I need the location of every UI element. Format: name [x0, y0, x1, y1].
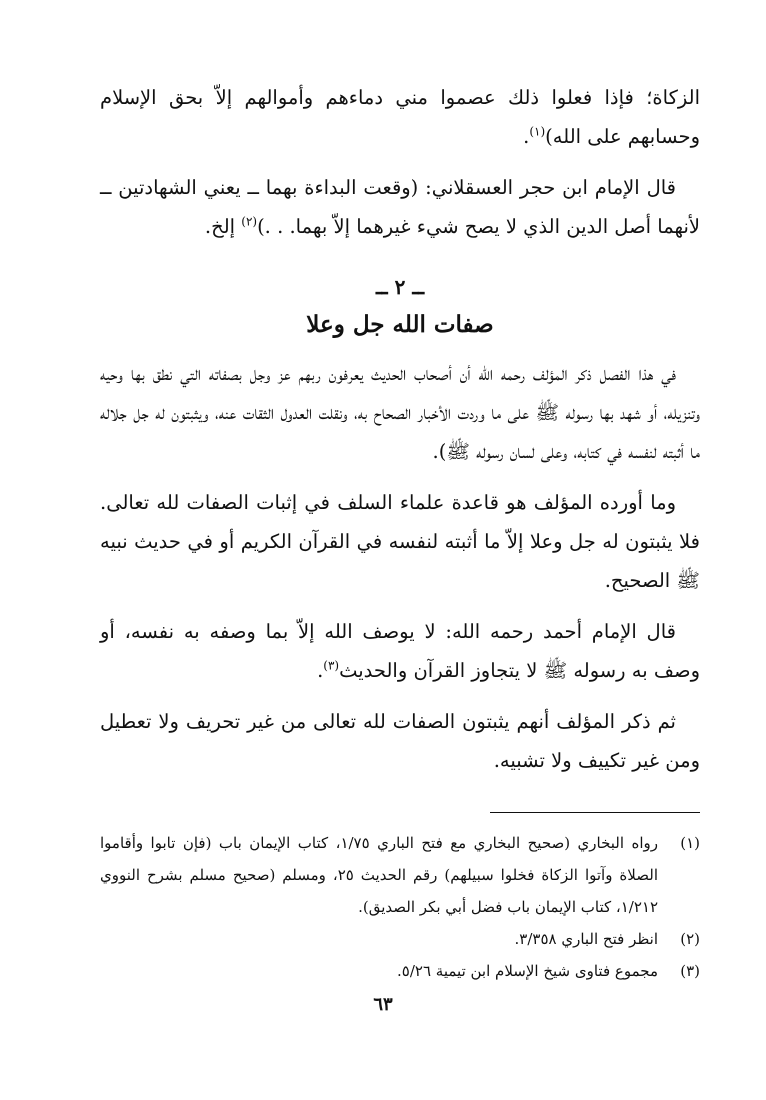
paragraph-2-text: قال الإمام ابن حجر العسقلاني: (وقعت البداءة بهما ــ يعني الشهادتين ــ لأنهما أصل الدين الذي لا يصح شيء غيرهما إلاّ بهما. . .) [100, 176, 700, 238]
footnote-number: (٢) [680, 930, 700, 948]
paragraph-6: ثم ذكر المؤلف أنهم يثبتون الصفات لله تعالى من غير تحريف ولا تعطيل ومن غير تكييف ولا تشبيه. [100, 710, 700, 772]
paragraph-2-end: إلخ. [204, 215, 242, 238]
section-number: ــ ٢ ــ [375, 275, 425, 299]
footnote-ref-1: (١) [529, 124, 546, 139]
section-title: صفات الله جل وعلا [306, 311, 494, 338]
paragraph-5-text: قال الإمام أحمد رحمه الله: لا يوصف الله إلاّ بما وصفه به نفسه، أو وصف به رسوله ﷺ لا يتجاوز القرآن والحديث [100, 620, 700, 682]
paragraph-1-text: الزكاة؛ فإذا فعلوا ذلك عصموا مني دماءهم وأموالهم إلاّ بحق الإسلام وحسابهم على الله) [100, 86, 700, 148]
footnote-2 [100, 923, 700, 955]
footnote-ref-3: (٣) [323, 658, 340, 673]
footnote-text: انظر فتح الباري ٣/٣٥٨. [514, 930, 658, 948]
paragraph-3: في هذا الفصل ذكر المؤلف رحمه الله أن أصحاب الحديث يعرفون ربهم عز وجل بصفاته التي نطق بها وحيه وتنزيله، أو شهد بها رسوله ﷺ على ما وردت الأخبار الصحاح به، ونقلت العدول الثقات عنه، ويثبتون له جل جلاله ما أثبته لنفسه في كتابه، وعلى لسان رسوله ﷺ). [100, 362, 700, 463]
footnotes [100, 827, 700, 987]
paragraph-4: وما أورده المؤلف هو قاعدة علماء السلف في إثبات الصفات لله تعالى. فلا يثبتون له جل وعلا إلاّ ما أثبته لنفسه في القرآن الكريم أو في حديث نبيه ﷺ الصحيح. [100, 491, 700, 592]
page-number: ٦٣ [373, 994, 393, 1015]
footnote-number: (١) [680, 834, 700, 852]
footnote-text: رواه البخاري (صحيح البخاري مع فتح الباري ١/٧٥، كتاب الإيمان باب (فإن تابوا وأقاموا الصلاة وآتوا الزكاة فخلوا سبيلهم) رقم الحديث ٢٥، ومسلم (صحيح مسلم بشرح النووي ١/٢١٢، كتاب الإيمان باب فضل أبي بكر الصديق). [100, 834, 658, 916]
paragraph-1-end: . [523, 125, 530, 148]
paragraph-5-end: . [317, 659, 324, 682]
footnote-text: مجموع فتاوى شيخ الإسلام ابن تيمية ٥/٢٦. [397, 962, 658, 980]
footnote-3 [100, 955, 700, 987]
paragraph-1 [100, 78, 700, 156]
footnote-number: (٣) [680, 962, 700, 980]
footnote-1 [100, 827, 700, 923]
paragraph-2 [100, 168, 700, 246]
footnote-divider [490, 812, 700, 813]
footnote-ref-2: (٢) [241, 214, 258, 229]
paragraph-5 [100, 612, 700, 690]
